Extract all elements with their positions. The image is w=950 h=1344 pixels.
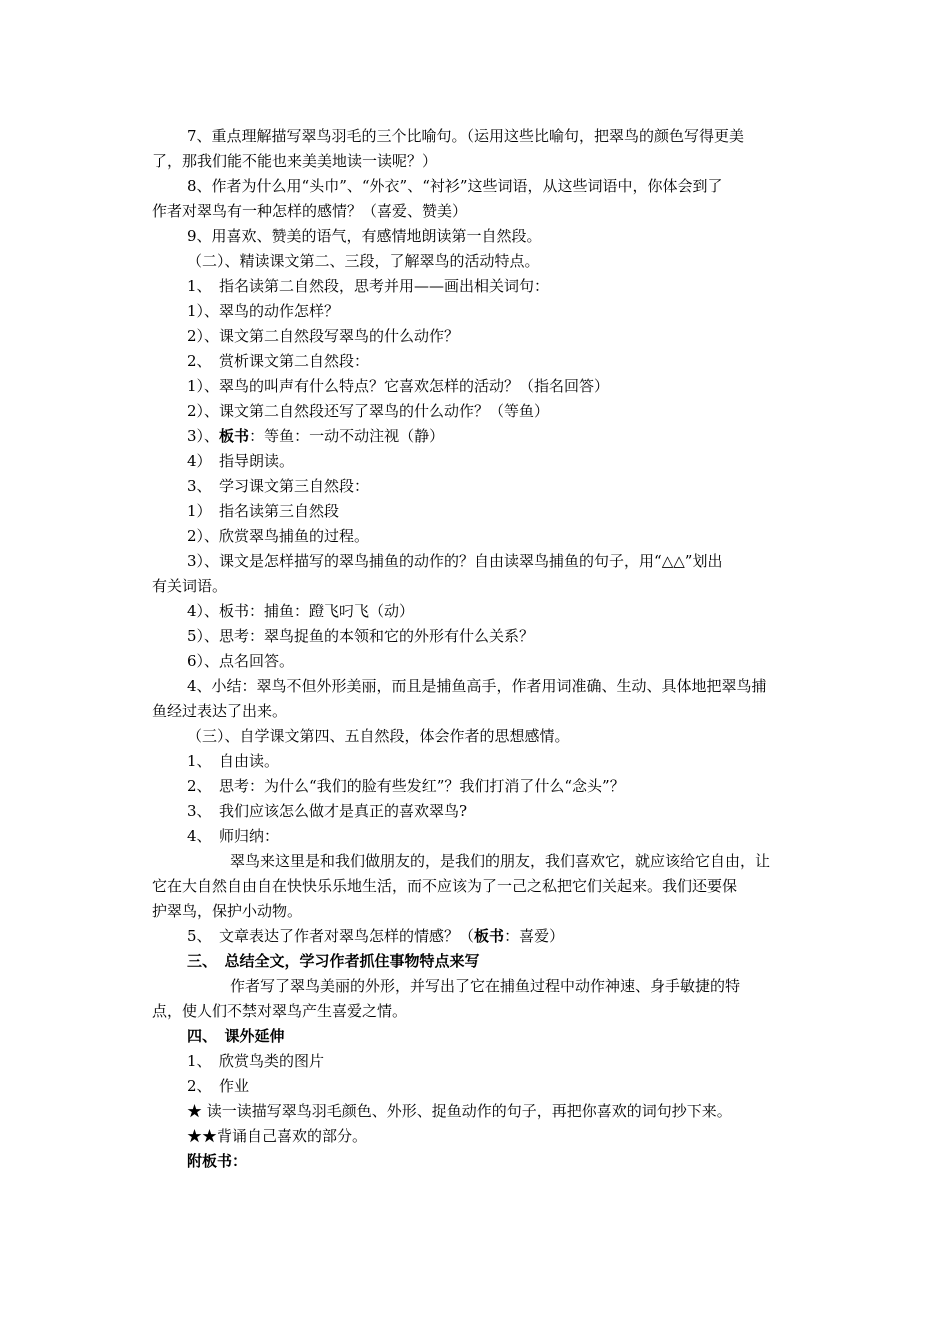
text-line	[187, 426, 444, 446]
text-line: 2、 思考：为什么“我们的脸有些发红”？我们打消了什么“念头”？	[187, 777, 625, 795]
text-line: 2、 作业	[187, 1077, 250, 1095]
text-line: 它在大自然自由自在快快乐乐地生活，而不应该为了一己之私把它们关起来。我们还要保	[152, 877, 738, 895]
board-label: 板书	[219, 427, 250, 445]
text-line: 4）、板书：捕鱼：蹬飞叼飞（动）	[187, 602, 415, 620]
text-line: 4、小结：翠鸟不但外形美丽，而且是捕鱼高手，作者用词准确、生动、具体地把翠鸟捕	[187, 677, 767, 695]
text-line: 点，使人们不禁对翠鸟产生喜爱之情。	[152, 1002, 408, 1020]
section-heading: （二）、精读课文第二、三段，了解翠鸟的活动特点。	[187, 252, 540, 270]
text-line: 护翠鸟，保护小动物。	[152, 902, 303, 920]
text-line: 9、用喜欢、赞美的语气，有感情地朗读第一自然段。	[187, 227, 542, 245]
line-text: ：喜爱）	[504, 927, 565, 945]
text-line: 5）、思考：翠鸟捉鱼的本领和它的外形有什么关系？	[187, 627, 535, 645]
text-line: 作者写了翠鸟美丽的外形，并写出了它在捕鱼过程中动作神速、身手敏捷的特	[230, 977, 741, 995]
text-line: 8、作者为什么用“头巾”、“外衣”、“衬衫”这些词语，从这些词语中，你体会到了	[187, 177, 723, 195]
text-line: 有关词语。	[152, 577, 228, 595]
text-line: ★ 读一读描写翠鸟羽毛颜色、外形、捉鱼动作的句子，再把你喜欢的词句抄下来。	[187, 1102, 732, 1120]
text-line	[187, 926, 564, 946]
text-line: 1）、翠鸟的叫声有什么特点？它喜欢怎样的活动？（指名回答）	[187, 377, 610, 395]
text-line: 鱼经过表达了出来。	[152, 702, 288, 720]
text-line: 4） 指导朗读。	[187, 452, 295, 470]
text-line: 1、 自由读。	[187, 752, 280, 770]
line-text: 5、 文章表达了作者对翠鸟怎样的情感？（	[187, 927, 475, 945]
text-line: 1、 欣赏鸟类的图片	[187, 1052, 325, 1070]
text-line: 1） 指名读第三自然段	[187, 502, 340, 520]
text-line: 3、 我们应该怎么做才是真正的喜欢翠鸟?	[187, 802, 468, 820]
text-line: 4、 师归纳：	[187, 827, 280, 845]
text-line: 2）、课文第二自然段写翠鸟的什么动作？	[187, 327, 460, 345]
text-line: 6）、点名回答。	[187, 652, 295, 670]
text-line: 1）、翠鸟的动作怎样？	[187, 302, 340, 320]
text-line: 作者对翠鸟有一种怎样的感情？（喜爱、赞美）	[152, 202, 468, 220]
text-line: 7、重点理解描写翠鸟羽毛的三个比喻句。（运用这些比喻句，把翠鸟的颜色写得更美	[187, 127, 745, 145]
board-heading: 附板书：	[187, 1152, 248, 1170]
section-heading: 四、 课外延伸	[187, 1027, 285, 1045]
text-line: ★★背诵自己喜欢的部分。	[187, 1127, 368, 1145]
text-line: 翠鸟来这里是和我们做朋友的，是我们的朋友，我们喜欢它，就应该给它自由，让	[230, 852, 771, 870]
item-number: 3）、	[187, 427, 220, 445]
board-label: 板书	[474, 927, 505, 945]
section-heading: （三）、自学课文第四、五自然段，体会作者的思想感情。	[187, 727, 570, 745]
text-line: 1、 指名读第二自然段，思考并用——画出相关词句：	[187, 277, 550, 295]
text-line: 3）、课文是怎样描写的翠鸟捕鱼的动作的？自由读翠鸟捕鱼的句子，用“△△”划出	[187, 552, 723, 570]
section-heading: 三、 总结全文，学习作者抓住事物特点来写	[187, 952, 480, 970]
text-line: 2）、欣赏翠鸟捕鱼的过程。	[187, 527, 370, 545]
text-line: 2、 赏析课文第二自然段：	[187, 352, 370, 370]
text-line: 3、 学习课文第三自然段：	[187, 477, 370, 495]
text-line: 了，那我们能不能也来美美地读一读呢？）	[152, 152, 438, 170]
line-text: ：等鱼：一动不动注视（静）	[249, 427, 445, 445]
text-line: 2）、课文第二自然段还写了翠鸟的什么动作？（等鱼）	[187, 402, 550, 420]
